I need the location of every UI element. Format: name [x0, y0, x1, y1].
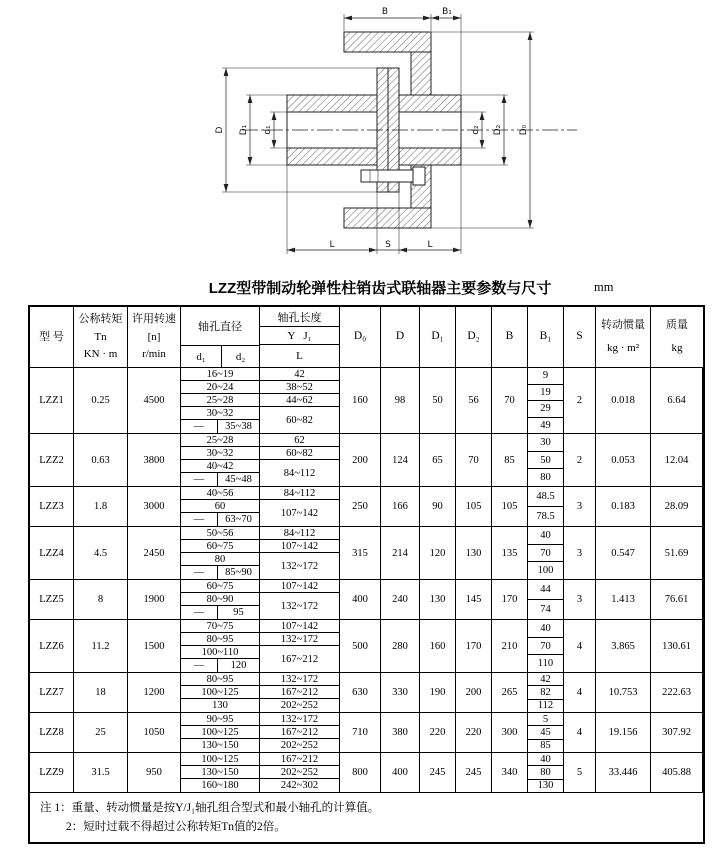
- bore-diameter-cells: [181, 580, 260, 619]
- B1-cell: 44: [528, 580, 563, 600]
- bore-diameter-cells: [181, 753, 260, 792]
- bore-range-cell: 80~90: [181, 593, 259, 606]
- length-cell: 202~252: [260, 766, 339, 779]
- torque-cell: 0.63: [74, 434, 128, 486]
- bore-length-cells: [260, 487, 340, 526]
- dim-label-l-left: L: [329, 240, 335, 250]
- bore-length-cells: [260, 580, 340, 619]
- D1-cell: 190: [420, 673, 456, 712]
- bore-d1-cell: —: [193, 660, 205, 671]
- length-cell: 202~252: [280, 740, 319, 751]
- bore-length-cells: [260, 527, 340, 579]
- B1-cell: 80: [528, 766, 563, 779]
- B1-cell: 40: [528, 527, 563, 545]
- B1-cell: 50: [528, 452, 563, 470]
- inertia-cell: 33.446: [596, 753, 651, 792]
- B-cell: 170: [492, 580, 528, 619]
- header-D: D: [381, 307, 420, 367]
- dim-label-d2-bore: d₂: [471, 125, 481, 135]
- D1-cell: 160: [420, 620, 456, 672]
- mass-cell: 307.92: [651, 713, 703, 752]
- B1-cells: [528, 487, 564, 526]
- dim-label-d-cap: D: [215, 126, 225, 134]
- D0-cell: 500: [340, 620, 381, 672]
- note-2: 2：短时过载不得超过公称转矩Tn值的2倍。: [66, 821, 286, 833]
- length-cell: 42: [260, 368, 339, 381]
- bore-range-cell: 16~19: [181, 368, 259, 381]
- length-cell: 107~142: [260, 620, 339, 633]
- length-cell: 38~52: [260, 381, 339, 394]
- D1-cell: 120: [420, 527, 456, 579]
- B-cell: 340: [492, 753, 528, 792]
- length-cell: 202~252: [280, 700, 319, 711]
- unit-label: mm: [594, 280, 614, 294]
- D2-cell: 200: [456, 673, 492, 712]
- B1-cells: [528, 527, 564, 579]
- torque-cell: 11.2: [74, 620, 128, 672]
- B1-cell: 78.5: [536, 511, 555, 522]
- dim-label-d2-cap: D₂: [493, 124, 503, 136]
- inertia-cell: 3.865: [596, 620, 651, 672]
- B-cell: 70: [492, 368, 528, 433]
- bore-diameter-cells: [181, 368, 260, 433]
- model-cell: LZZ3: [30, 487, 74, 526]
- speed-cell: 1900: [128, 580, 181, 619]
- S-cell: 2: [564, 368, 596, 433]
- bore-d1-cell: —: [193, 421, 205, 432]
- length-cell: 107~142: [260, 540, 339, 553]
- D0-cell: 160: [340, 368, 381, 433]
- B1-cell: 130: [537, 780, 554, 792]
- header-bore-diameter: 轴孔直径 d₁ d₂: [181, 307, 260, 367]
- length-cell: 167~212: [280, 653, 319, 665]
- length-cell: 107~142: [280, 507, 319, 519]
- mass-cell: 6.64: [651, 368, 703, 433]
- mass-cell: 76.61: [651, 580, 703, 619]
- model-cell: LZZ4: [30, 527, 74, 579]
- length-cell: 60~82: [286, 414, 313, 426]
- header-B: B: [492, 307, 528, 367]
- bore-range-cell: [181, 566, 259, 579]
- bore-range-cell: 80~95: [181, 673, 259, 686]
- header-yj1: Y J₁: [260, 327, 339, 345]
- B1-cell: 9: [528, 368, 563, 385]
- B1-cells: [528, 620, 564, 672]
- S-cell: 4: [564, 713, 596, 752]
- B1-cell: 82: [528, 686, 563, 699]
- length-cell: 167~212: [260, 753, 339, 766]
- header-mass: 质量 kg: [666, 319, 688, 355]
- bore-range-cell: 40~42: [181, 460, 259, 473]
- inertia-cell: 10.753: [596, 673, 651, 712]
- bore-range-cell: 100~125: [181, 686, 259, 699]
- bore-range-cell: 40~56: [181, 487, 259, 500]
- table-row: [30, 433, 703, 486]
- D0-cell: 400: [340, 580, 381, 619]
- inertia-cell: 0.018: [596, 368, 651, 433]
- bore-range-cell: 100~125: [181, 753, 259, 766]
- page-title: LZZ型带制动轮弹性柱销齿式联轴器主要参数与尺寸: [208, 280, 552, 297]
- bore-range-cell: 30~32: [181, 407, 259, 420]
- dim-label-s: S: [385, 240, 391, 250]
- bore-diameter-cells: [181, 673, 260, 712]
- D-cell: 166: [381, 487, 420, 526]
- S-cell: 4: [564, 673, 596, 712]
- header-B1: B₁: [528, 307, 564, 367]
- inertia-cell: 1.413: [596, 580, 651, 619]
- B-cell: 210: [492, 620, 528, 672]
- B1-cell: 45: [528, 726, 563, 739]
- speed-cell: 1050: [128, 713, 181, 752]
- length-cell: 242~302: [280, 780, 319, 791]
- B-cell: 135: [492, 527, 528, 579]
- D2-cell: 130: [456, 527, 492, 579]
- bore-range-cell: 80: [181, 553, 259, 566]
- bore-range-cell: 30~32: [181, 447, 259, 460]
- B1-cell: 110: [537, 658, 554, 670]
- B1-cell: 5: [528, 713, 563, 726]
- D0-cell: 630: [340, 673, 381, 712]
- D-cell: 240: [381, 580, 420, 619]
- table-header: [30, 307, 703, 367]
- header-inertia: 转动惯量 kg · m²: [596, 307, 651, 367]
- bore-range-cell: 60~75: [181, 580, 259, 593]
- D1-cell: 65: [420, 434, 456, 486]
- bore-length-cells: [260, 620, 340, 672]
- B1-cell: 19: [528, 385, 563, 402]
- B1-cells: [528, 753, 564, 792]
- length-cell: 84~112: [283, 467, 316, 479]
- bore-length-cells: [260, 368, 340, 433]
- bore-range-cell: 20~24: [181, 381, 259, 394]
- length-cell: 60~82: [260, 447, 339, 460]
- header-S: S: [564, 307, 596, 367]
- length-cell: 84~112: [260, 487, 339, 500]
- D1-cell: 130: [420, 580, 456, 619]
- table-row: [30, 486, 703, 526]
- length-cell: 107~142: [260, 580, 339, 593]
- header-model: 型 号: [30, 307, 74, 367]
- length-cell: 132~172: [260, 713, 339, 726]
- model-cell: LZZ5: [30, 580, 74, 619]
- dim-label-b1: B₁: [442, 7, 452, 17]
- bore-range-cell: [181, 513, 259, 526]
- bore-diameter-cells: [181, 527, 260, 579]
- bore-range-cell: 100~110: [181, 646, 259, 659]
- bore-length-cells: [260, 434, 340, 486]
- S-cell: 5: [564, 753, 596, 792]
- B1-cell: 70: [528, 545, 563, 563]
- bore-range-cell: 60: [181, 500, 259, 513]
- B1-cell: 30: [528, 434, 563, 452]
- B-cell: 265: [492, 673, 528, 712]
- B1-cell: 85: [540, 740, 551, 752]
- D1-cell: 50: [420, 368, 456, 433]
- model-cell: LZZ2: [30, 434, 74, 486]
- table-row: [30, 526, 703, 579]
- length-cell: 44~62: [260, 394, 339, 407]
- header-bore-length: 轴孔长度 Y J₁ L: [260, 307, 340, 367]
- table-notes: [30, 792, 703, 842]
- D2-cell: 105: [456, 487, 492, 526]
- B1-cell: 48.5: [528, 487, 563, 507]
- dim-label-b: B: [381, 7, 389, 17]
- speed-cell: 2450: [128, 527, 181, 579]
- bore-range-cell: 70~75: [181, 620, 259, 633]
- D-cell: 124: [381, 434, 420, 486]
- length-cell: 132~172: [280, 560, 319, 572]
- header-d1: d₁: [196, 350, 206, 363]
- bore-length-cells: [260, 753, 340, 792]
- speed-cell: 3000: [128, 487, 181, 526]
- B1-cell: 40: [528, 753, 563, 766]
- length-cell: 84~112: [260, 527, 339, 540]
- B1-cell: 29: [528, 401, 563, 418]
- table-row: [30, 712, 703, 752]
- inertia-cell: 19.156: [596, 713, 651, 752]
- D2-cell: 220: [456, 713, 492, 752]
- torque-cell: 4.5: [74, 527, 128, 579]
- D2-cell: 70: [456, 434, 492, 486]
- bore-range-cell: 25~28: [181, 434, 259, 447]
- D-cell: 330: [381, 673, 420, 712]
- S-cell: 4: [564, 620, 596, 672]
- table-row: [30, 367, 703, 433]
- B1-cells: [528, 434, 564, 486]
- bore-d1-cell: —: [193, 567, 205, 578]
- table-row: [30, 752, 703, 792]
- S-cell: 3: [564, 580, 596, 619]
- B1-cell: 70: [528, 638, 563, 656]
- bore-range-cell: 90~95: [181, 713, 259, 726]
- note-1: 注 1：重量、转动惯量是按Y/J₁轴孔组合型式和最小轴孔的计算值。: [40, 802, 380, 814]
- torque-cell: 1.8: [74, 487, 128, 526]
- S-cell: 3: [564, 487, 596, 526]
- bore-d2-cell: 120: [217, 659, 259, 672]
- bore-range-cell: 160~180: [201, 780, 239, 791]
- mass-cell: 51.69: [651, 527, 703, 579]
- bore-d1-cell: —: [193, 474, 205, 485]
- B1-cells: [528, 368, 564, 433]
- B1-cell: 112: [537, 700, 554, 712]
- B1-cell: 42: [528, 673, 563, 686]
- table-body: [30, 367, 703, 792]
- bore-range-cell: 130~150: [181, 766, 259, 779]
- bore-range-cell: [181, 473, 259, 486]
- bore-range-cell: 60~75: [181, 540, 259, 553]
- bore-diameter-cells: [181, 434, 260, 486]
- bore-diameter-cells: [181, 620, 260, 672]
- D0-cell: 800: [340, 753, 381, 792]
- B1-cell: 100: [537, 565, 554, 577]
- length-cell: 167~212: [260, 726, 339, 739]
- bore-range-cell: 25~28: [181, 394, 259, 407]
- speed-cell: 3800: [128, 434, 181, 486]
- length-cell: 132~172: [260, 673, 339, 686]
- D1-cell: 245: [420, 753, 456, 792]
- pin-bolt: [361, 167, 425, 185]
- bore-d1-cell: —: [193, 514, 205, 525]
- table-row: [30, 579, 703, 619]
- bore-range-cell: 100~125: [181, 726, 259, 739]
- B1-cell: 74: [540, 604, 551, 615]
- model-cell: LZZ7: [30, 673, 74, 712]
- bore-d2-cell: 63~70: [217, 513, 259, 526]
- header-d2: d₂: [221, 346, 259, 367]
- D-cell: 380: [381, 713, 420, 752]
- coupling-drawing: [182, 2, 602, 274]
- bore-range-cell: 80~95: [181, 633, 259, 646]
- D1-cell: 220: [420, 713, 456, 752]
- table-row: [30, 619, 703, 672]
- bore-length-cells: [260, 673, 340, 712]
- bore-range-cell: 130~150: [201, 740, 239, 751]
- D-cell: 280: [381, 620, 420, 672]
- torque-cell: 25: [74, 713, 128, 752]
- spec-table: [28, 305, 705, 844]
- B1-cell: 40: [528, 620, 563, 638]
- bore-d2-cell: 45~48: [217, 473, 259, 486]
- S-cell: 2: [564, 434, 596, 486]
- bore-range-cell: 50~56: [181, 527, 259, 540]
- B1-cells: [528, 713, 564, 752]
- D2-cell: 56: [456, 368, 492, 433]
- bore-d1-cell: —: [193, 607, 205, 618]
- model-cell: LZZ6: [30, 620, 74, 672]
- inertia-cell: 0.053: [596, 434, 651, 486]
- speed-cell: 950: [128, 753, 181, 792]
- length-cell: 132~172: [280, 600, 319, 612]
- header-torque: 公称转矩 Tn KN · m: [74, 307, 128, 367]
- speed-cell: 1500: [128, 620, 181, 672]
- length-cell: 132~172: [260, 633, 339, 646]
- D0-cell: 710: [340, 713, 381, 752]
- length-cell: 167~212: [260, 686, 339, 699]
- torque-cell: 18: [74, 673, 128, 712]
- D0-cell: 250: [340, 487, 381, 526]
- D0-cell: 315: [340, 527, 381, 579]
- header-D0: D₀: [340, 307, 381, 367]
- bore-range-cell: [181, 606, 259, 619]
- D-cell: 98: [381, 368, 420, 433]
- model-cell: LZZ8: [30, 713, 74, 752]
- B1-cell: 49: [540, 419, 551, 431]
- bore-range-cell: [181, 420, 259, 433]
- dim-label-d1-cap: D₁: [239, 124, 249, 136]
- bore-d2-cell: 35~38: [217, 420, 259, 433]
- D-cell: 400: [381, 753, 420, 792]
- speed-cell: 4500: [128, 368, 181, 433]
- inertia-cell: 0.183: [596, 487, 651, 526]
- torque-cell: 8: [74, 580, 128, 619]
- bore-range-cell: 130: [212, 700, 228, 711]
- torque-cell: 0.25: [74, 368, 128, 433]
- B1-cell: 80: [540, 472, 551, 484]
- mass-cell: 130.61: [651, 620, 703, 672]
- S-cell: 3: [564, 527, 596, 579]
- header-D2: D₂: [456, 307, 492, 367]
- bore-d2-cell: 85~90: [217, 566, 259, 579]
- model-cell: LZZ1: [30, 368, 74, 433]
- speed-cell: 1200: [128, 673, 181, 712]
- mass-cell: 28.09: [651, 487, 703, 526]
- bore-range-cell: [181, 659, 259, 672]
- bore-d2-cell: 95: [217, 606, 259, 619]
- length-cell: 62: [260, 434, 339, 447]
- mass-cell: 12.04: [651, 434, 703, 486]
- table-row: [30, 672, 703, 712]
- header-speed: 许用转速 [n] r/min: [128, 307, 181, 367]
- dim-label-d0-cap: D₀: [519, 124, 529, 136]
- inertia-cell: 0.547: [596, 527, 651, 579]
- D0-cell: 200: [340, 434, 381, 486]
- model-cell: LZZ9: [30, 753, 74, 792]
- B-cell: 300: [492, 713, 528, 752]
- D2-cell: 245: [456, 753, 492, 792]
- bore-diameter-cells: [181, 487, 260, 526]
- D2-cell: 170: [456, 620, 492, 672]
- B1-cells: [528, 580, 564, 619]
- dim-label-d1-bore: d₁: [263, 125, 273, 135]
- B-cell: 105: [492, 487, 528, 526]
- header-l: L: [296, 350, 303, 362]
- bore-length-cells: [260, 713, 340, 752]
- D2-cell: 145: [456, 580, 492, 619]
- D-cell: 214: [381, 527, 420, 579]
- bore-diameter-cells: [181, 713, 260, 752]
- D1-cell: 90: [420, 487, 456, 526]
- B1-cells: [528, 673, 564, 712]
- dim-label-l-right: L: [427, 240, 433, 250]
- mass-cell: 222.63: [651, 673, 703, 712]
- torque-cell: 31.5: [74, 753, 128, 792]
- B-cell: 85: [492, 434, 528, 486]
- header-D1: D₁: [420, 307, 456, 367]
- mass-cell: 405.88: [651, 753, 703, 792]
